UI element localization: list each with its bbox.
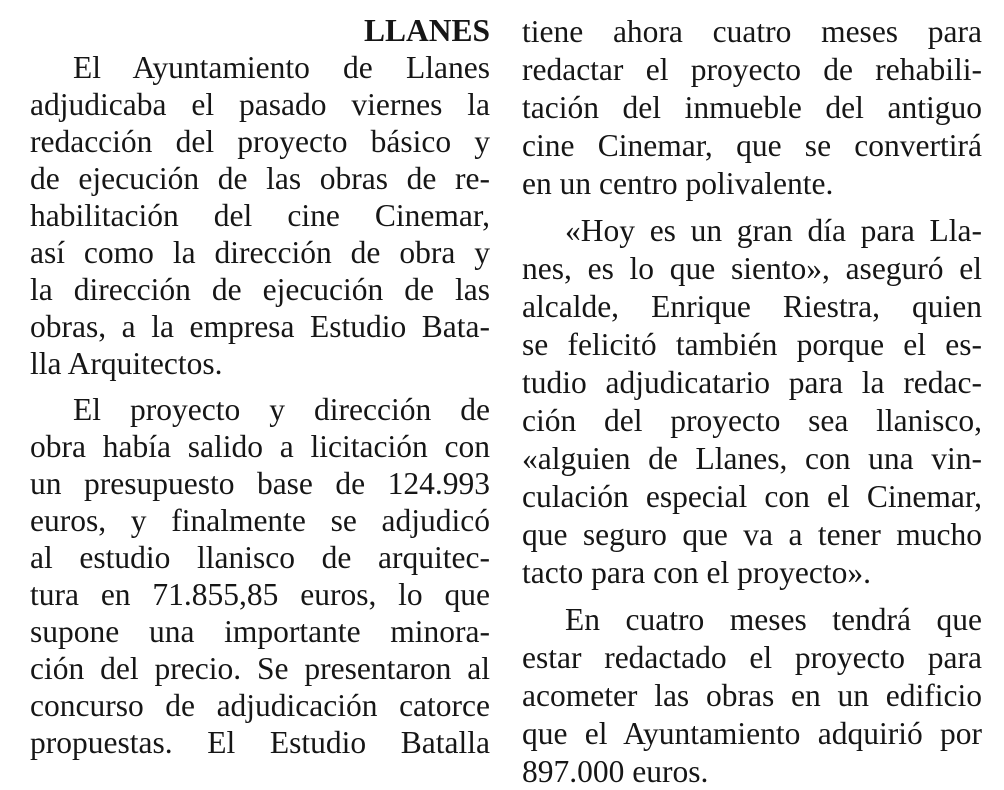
paragraph-2-line: propuestas. El Estudio Batalla: [30, 725, 490, 760]
paragraph-2-line: El proyecto y dirección de: [73, 392, 490, 427]
article-column-left: [30, 12, 490, 761]
paragraph-1-line: así como la dirección de obra y: [30, 235, 490, 270]
paragraph-3-line: se felicitó también porque el es-: [522, 327, 982, 362]
paragraph-4-line: 897.000 euros.: [522, 754, 709, 789]
paragraph-gap: [522, 591, 982, 600]
article-column-right: [522, 12, 982, 790]
paragraph-3-line: alcalde, Enrique Riestra, quien: [522, 289, 982, 324]
paragraph-2-line: euros, y finalmente se adjudicó: [30, 503, 490, 538]
paragraph-3-line: «Hoy es un gran día para Lla-: [565, 213, 982, 248]
paragraph-gap: [30, 382, 490, 391]
paragraph-2-line: al estudio llanisco de arquitec-: [30, 540, 490, 575]
paragraph-1-line: redacción del proyecto básico y: [30, 124, 490, 159]
paragraph-2-line: tura en 71.855,85 euros, lo que: [30, 577, 490, 612]
paragraph-1-line: lla Arquitectos.: [30, 346, 223, 381]
paragraph-3-line: tudio adjudicatario para la redac-: [522, 365, 982, 400]
paragraph-1-line: habilitación del cine Cinemar,: [30, 198, 490, 233]
paragraph-gap: [522, 202, 982, 211]
paragraph-4-line: que el Ayuntamiento adquirió por: [522, 716, 982, 751]
paragraph-4-line: estar redactado el proyecto para: [522, 640, 982, 675]
article-dateline: LLANES: [363, 13, 490, 48]
paragraph-2-line: en un centro polivalente.: [522, 166, 834, 201]
paragraph-2-line: un presupuesto base de 124.993: [30, 466, 490, 501]
paragraph-1-line: El Ayuntamiento de Llanes: [73, 50, 490, 85]
paragraph-2-line: obra había salido a licitación con: [30, 429, 490, 464]
paragraph-2-line: supone una importante minora-: [30, 614, 490, 649]
paragraph-3-line: ción del proyecto sea llanisco,: [522, 403, 982, 438]
paragraph-4-line: En cuatro meses tendrá que: [565, 602, 982, 637]
paragraph-2-line: redactar el proyecto de rehabili-: [522, 52, 982, 87]
paragraph-4-line: acometer las obras en un edificio: [522, 678, 982, 713]
paragraph-2-line: cine Cinemar, que se convertirá: [522, 128, 982, 163]
paragraph-1-line: adjudicaba el pasado viernes la: [30, 87, 490, 122]
paragraph-2-line: concurso de adjudicación catorce: [30, 688, 490, 723]
paragraph-3-line: culación especial con el Cinemar,: [522, 479, 982, 514]
paragraph-3-line: nes, es lo que siento», aseguró el: [522, 251, 982, 286]
paragraph-2-line: tiene ahora cuatro meses para: [522, 14, 982, 49]
paragraph-2-line: tación del inmueble del antiguo: [522, 90, 982, 125]
paragraph-3-line: «alguien de Llanes, con una vin-: [522, 441, 982, 476]
paragraph-1-line: de ejecución de las obras de re-: [30, 161, 490, 196]
paragraph-3-line: tacto para con el proyecto».: [522, 555, 871, 590]
paragraph-2-line: ción del precio. Se presentaron al: [30, 651, 490, 686]
paragraph-1-line: obras, a la empresa Estudio Bata-: [30, 309, 490, 344]
paragraph-1-line: la dirección de ejecución de las: [30, 272, 490, 307]
paragraph-3-line: que seguro que va a tener mucho: [522, 517, 982, 552]
